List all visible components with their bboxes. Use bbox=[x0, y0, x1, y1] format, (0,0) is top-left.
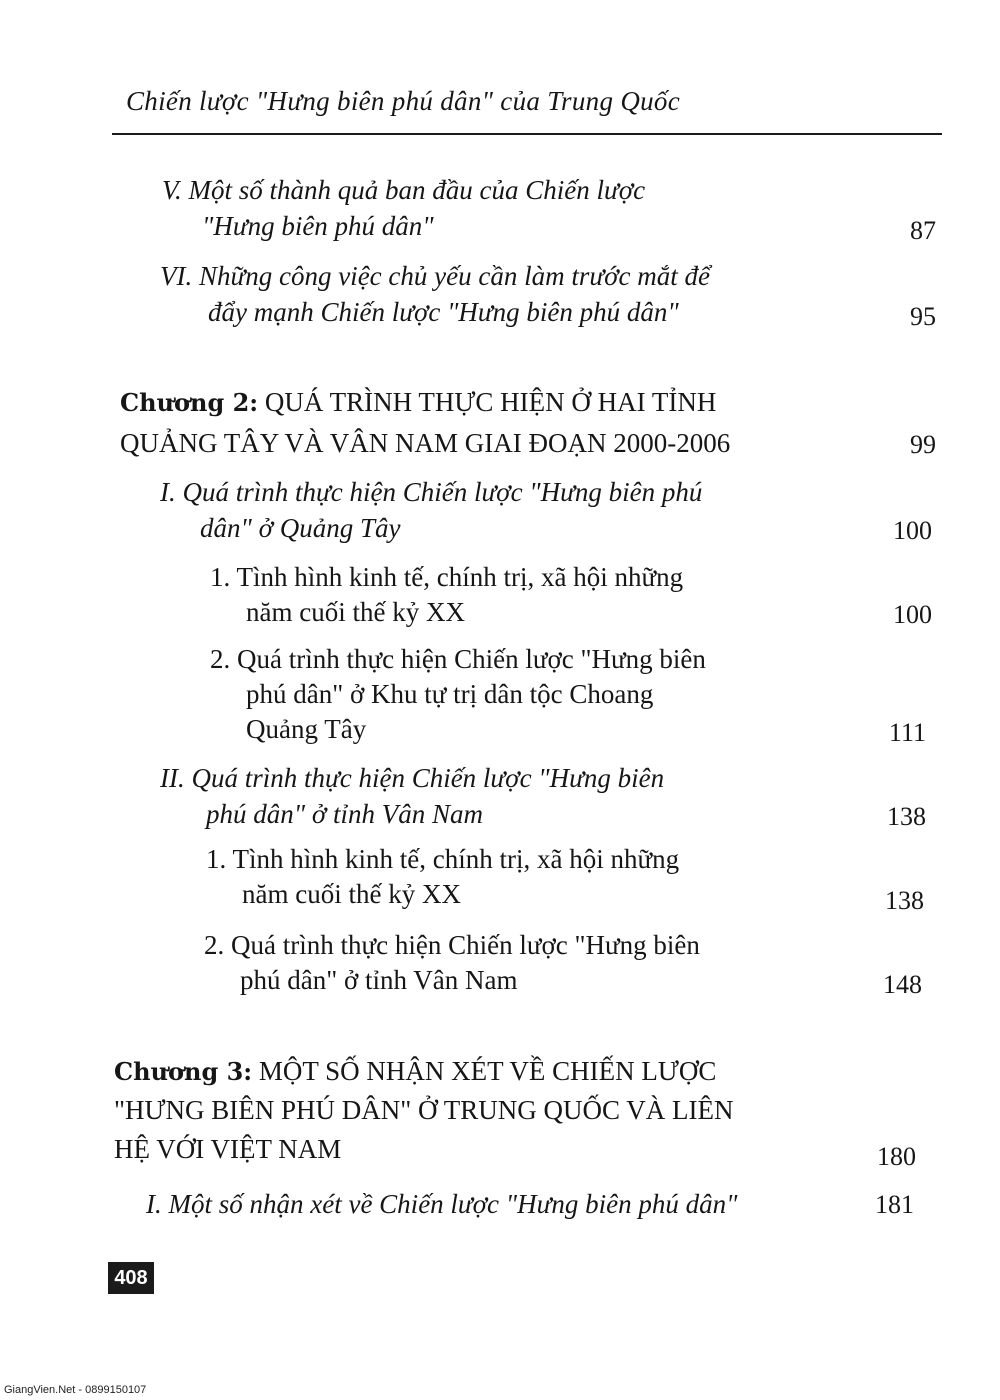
toc-line: VI. Những công việc chủ yếu cần làm trước mắt để bbox=[160, 261, 710, 291]
toc-line: 2. Quá trình thực hiện Chiến lược "Hưng biên bbox=[204, 930, 700, 960]
toc-line: I. Quá trình thực hiện Chiến lược "Hưng biên phú bbox=[160, 477, 703, 507]
chapter-label: Chương 3: bbox=[114, 1057, 253, 1086]
toc-line: phú dân" ở tỉnh Vân Nam bbox=[206, 799, 484, 829]
toc-line: "Hưng biên phú dân" bbox=[202, 211, 434, 241]
toc-page-number: 148 bbox=[883, 970, 922, 999]
chapter-title-line: "HƯNG BIÊN PHÚ DÂN" Ở TRUNG QUỐC VÀ LIÊN bbox=[114, 1095, 734, 1125]
toc-page-number: 111 bbox=[888, 718, 926, 747]
chapter-title-line: QUÁ TRÌNH THỰC HIỆN Ở HAI TỈNH bbox=[264, 387, 717, 417]
chapter-title-line: QUẢNG TÂY VÀ VÂN NAM GIAI ĐOẠN 2000-2006 bbox=[120, 428, 731, 458]
header-rule bbox=[112, 133, 942, 135]
toc-line: II. Quá trình thực hiện Chiến lược "Hưng biên bbox=[160, 763, 665, 793]
toc-line: phú dân" ở Khu tự trị dân tộc Choang bbox=[246, 679, 654, 709]
toc-line: 1. Tình hình kinh tế, chính trị, xã hội những bbox=[210, 562, 684, 592]
chapter-title-line: MỘT SỐ NHẬN XÉT VỀ CHIẾN LƯỢC bbox=[258, 1056, 717, 1086]
toc-page-number: 87 bbox=[910, 216, 936, 245]
toc-line: Quảng Tây bbox=[246, 714, 367, 744]
toc-page-number: 181 bbox=[875, 1190, 914, 1219]
toc-page-number: 100 bbox=[893, 600, 932, 629]
toc-line: năm cuối thế kỷ XX bbox=[246, 597, 465, 627]
toc-page-number: 138 bbox=[885, 886, 924, 915]
toc-line: năm cuối thế kỷ XX bbox=[242, 879, 461, 909]
toc-line: V. Một số thành quả ban đầu của Chiến lược bbox=[162, 175, 646, 205]
toc-line: phú dân" ở tỉnh Vân Nam bbox=[240, 965, 518, 995]
toc-page-number: 99 bbox=[910, 430, 936, 459]
toc-line: đẩy mạnh Chiến lược "Hưng biên phú dân" bbox=[208, 297, 679, 327]
page-number-badge: 408 bbox=[108, 1262, 154, 1294]
toc-line: 1. Tình hình kinh tế, chính trị, xã hội những bbox=[206, 844, 680, 874]
toc-page-number: 95 bbox=[910, 302, 936, 331]
toc-page-number: 180 bbox=[877, 1142, 916, 1171]
chapter-title-line: HỆ VỚI VIỆT NAM bbox=[114, 1134, 342, 1164]
running-header: Chiến lược "Hưng biên phú dân" của Trung Quốc bbox=[126, 86, 681, 116]
toc-line: dân" ở Quảng Tây bbox=[200, 513, 401, 543]
watermark-text: GiangVien.Net - 0899150107 bbox=[4, 1384, 147, 1396]
chapter-label: Chương 2: bbox=[120, 388, 259, 417]
toc-page-number: 138 bbox=[887, 802, 926, 831]
toc-line: I. Một số nhận xét về Chiến lược "Hưng biên phú dân" bbox=[146, 1189, 738, 1219]
toc-page-number: 100 bbox=[893, 516, 932, 545]
toc-line: 2. Quá trình thực hiện Chiến lược "Hưng biên bbox=[210, 644, 706, 674]
